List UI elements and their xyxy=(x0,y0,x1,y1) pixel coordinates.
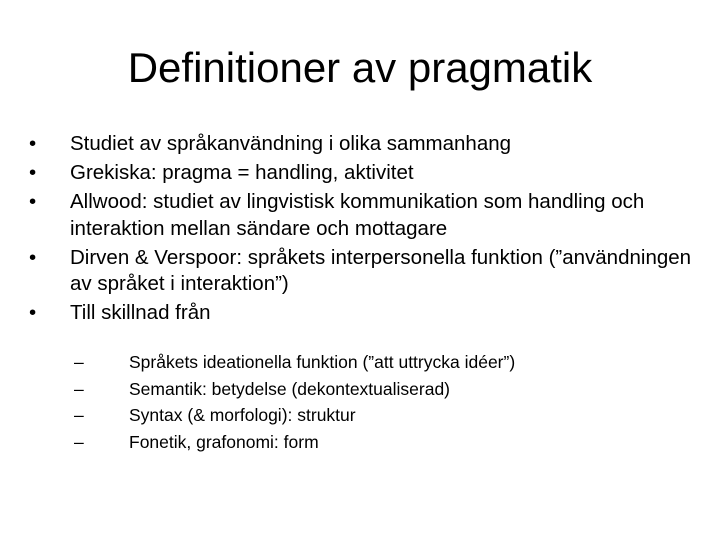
bullet-item xyxy=(24,160,704,187)
subbullet-text: Semantik: betydelse (dekontextualiserad) xyxy=(129,378,451,399)
bullet-marker: • xyxy=(29,245,37,269)
bullet-marker: • xyxy=(29,161,37,184)
subbullet-marker: – xyxy=(74,352,84,372)
bullet-text: Dirven & Verspoor: språkets interpersonella funktion (”användningen av språket i interaktion”) xyxy=(70,245,692,295)
subbullet-marker: – xyxy=(74,405,84,426)
bullet-text: Grekiska: pragma = handling, aktivitet xyxy=(70,161,414,184)
bullet-text: Studiet av språkanvändning i olika sammanhang xyxy=(70,132,512,155)
bullet-marker: • xyxy=(29,132,37,155)
bullet-marker: • xyxy=(29,190,37,213)
bullet-list xyxy=(24,131,704,329)
subbullet-marker: – xyxy=(74,378,84,399)
bullet-item xyxy=(24,245,704,298)
subbullet-marker: – xyxy=(74,432,84,453)
slide-title: Definitioner av pragmatik xyxy=(127,44,593,91)
bullet-marker: • xyxy=(29,301,37,324)
subbullet-text: Språkets ideationella funktion (”att uttrycka idéer”) xyxy=(129,352,516,372)
subbullet-text: Syntax (& morfologi): struktur xyxy=(129,405,356,426)
subbullet-item xyxy=(24,402,704,429)
bullet-item xyxy=(24,300,704,327)
subbullet-text: Fonetik, grafonomi: form xyxy=(129,432,319,453)
bullet-text: Till skillnad från xyxy=(70,301,211,324)
subbullet-item xyxy=(24,429,704,456)
subbullet-item xyxy=(24,376,704,403)
bullet-item xyxy=(24,189,704,242)
bullet-text: Allwood: studiet av lingvistisk kommunikation som handling och interaktion mellan sändare och mottagare xyxy=(70,190,645,240)
bullet-item xyxy=(24,131,704,158)
subbullet-item xyxy=(24,349,704,376)
subbullet-list xyxy=(24,349,704,456)
